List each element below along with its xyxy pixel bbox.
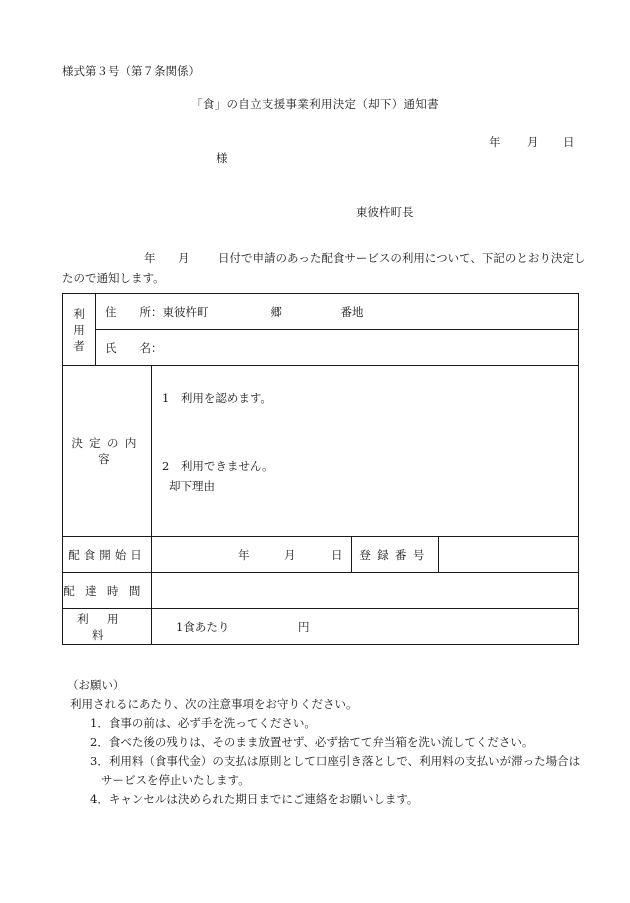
recipient-suffix: 様 xyxy=(216,151,228,165)
date-month: 月 xyxy=(527,135,539,149)
note-item: 2．食べた後の残りは、そのまま放置せず、必ず捨てて弁当箱を洗い流してください。 xyxy=(90,735,534,749)
note-item: 3．利用料（食事代金）の支払は原則として口座引き落としで、利用料の支払いが滞った場合は xyxy=(90,754,581,768)
body-year: 年 xyxy=(144,251,156,265)
fee-per-meal: 1食あたり xyxy=(176,619,230,634)
registration-label-cell xyxy=(352,537,439,573)
address-go: 郷 xyxy=(270,304,282,319)
name-label: 氏 名： xyxy=(105,340,163,355)
date-year: 年 xyxy=(489,135,501,149)
decision-label: 決定の内容 xyxy=(71,436,143,466)
address-cell xyxy=(96,294,579,330)
start-date-month: 月 xyxy=(284,547,296,562)
form-number: 様式第３号（第７条関係） xyxy=(62,64,200,78)
decision-option-approve: 1 利用を認めます。 xyxy=(162,391,272,405)
fee-label-cell xyxy=(63,609,152,645)
decision-label-cell xyxy=(63,366,152,537)
issuer-name: 東彼杵町長 xyxy=(356,205,414,219)
fee-value-cell xyxy=(152,609,579,645)
start-date-day: 日 xyxy=(331,547,343,562)
note-item-continuation: サービスを停止いたします。 xyxy=(101,773,250,787)
delivery-time-label: 配達時間 xyxy=(63,583,151,598)
user-head-char: 利 xyxy=(73,306,85,321)
rejection-reason-label: 却下理由 xyxy=(169,479,215,493)
fee-label: 利用料 xyxy=(77,611,137,642)
issue-date xyxy=(489,137,575,149)
user-head-char: 者 xyxy=(73,338,85,353)
address-town: 東彼杵町 xyxy=(162,304,209,319)
registration-value-cell xyxy=(439,537,579,573)
notes-intro: 利用されるにあたり、次の注意事項をお守りください。 xyxy=(70,697,358,711)
note-item: 1．食事の前は、必ず手を洗ってください。 xyxy=(90,716,316,730)
address-banchi: 番地 xyxy=(340,304,364,319)
fee-yen: 円 xyxy=(298,619,310,634)
address-label: 住 所： xyxy=(105,304,163,319)
registration-label: 登録番号 xyxy=(359,547,431,562)
delivery-time-value-cell xyxy=(152,573,579,609)
document-title: 「食」の自立支援事業利用決定（却下）通知書 xyxy=(191,97,439,111)
user-head-char: 用 xyxy=(73,322,85,337)
delivery-time-label-cell xyxy=(63,573,152,609)
start-date-label: 配食開始日 xyxy=(68,547,146,562)
start-date-label-cell xyxy=(63,537,152,573)
notice-body xyxy=(62,248,592,288)
decision-content-cell xyxy=(152,366,579,537)
date-day: 日 xyxy=(563,135,575,149)
note-item: 4．キャンセルは決められた期日までにご連絡をお願いします。 xyxy=(90,792,419,806)
notes-heading: （お願い） xyxy=(67,678,125,692)
user-header-cell xyxy=(63,294,96,366)
start-date-value-cell xyxy=(152,537,352,573)
name-cell xyxy=(96,330,579,366)
body-text: 日付で申請のあった配食サービスの利用について、下記のとおり決定したので通知します。 xyxy=(62,251,586,285)
decision-table xyxy=(62,293,579,645)
decision-option-reject: 2 利用できません。 xyxy=(162,459,274,473)
start-date-year: 年 xyxy=(238,547,250,562)
body-month: 月 xyxy=(178,251,190,265)
